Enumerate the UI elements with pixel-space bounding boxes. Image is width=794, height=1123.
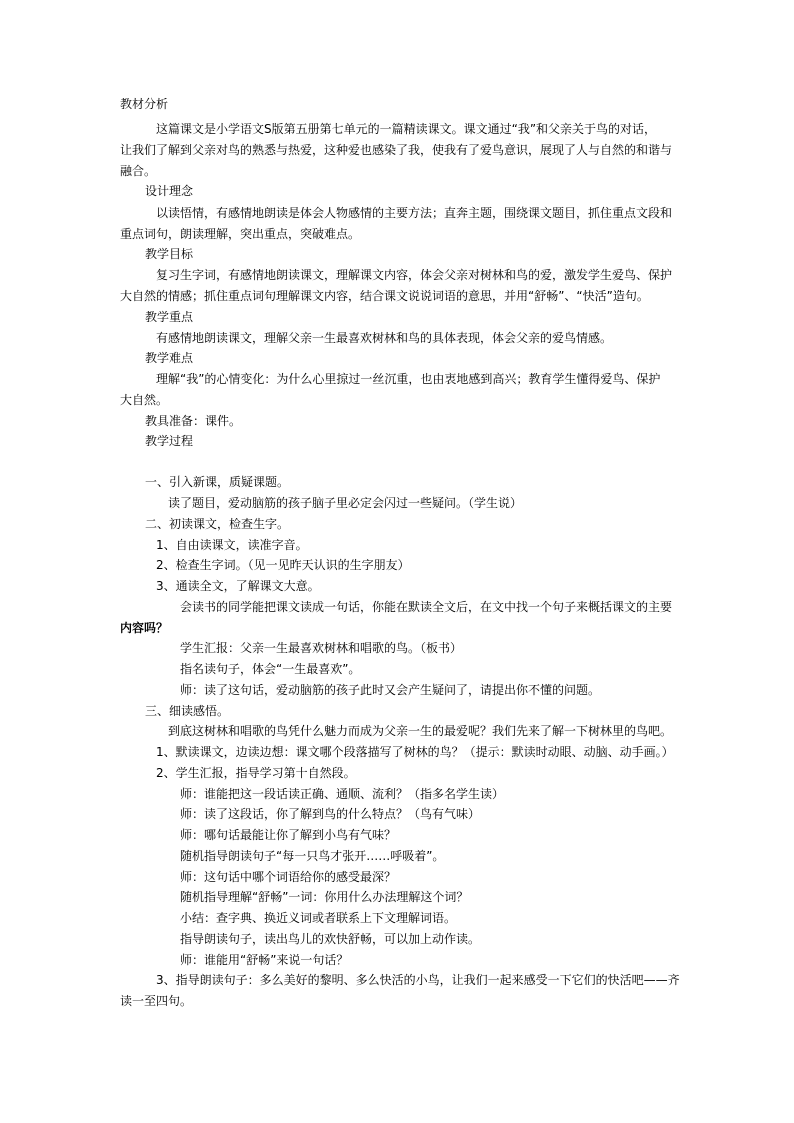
paragraph-line: 小结：查字典、换近义词或者联系上下文理解词语。 [180, 911, 457, 925]
paragraph-line: 复习生字词，有感情地朗读课文，理解课文内容，体会父亲对树林和鸟的爱，激发学生爱鸟、保护 [156, 268, 673, 282]
paragraph-line: 有感情地朗读课文，理解父亲一生最喜欢树林和鸟的具体表现，体会父亲的爱鸟情感。 [156, 331, 613, 345]
paragraph-line: 师：哪句话最能让你了解到小鸟有气味？ [180, 828, 397, 842]
section-heading: 二、初读课文，检查生字。 [145, 517, 290, 531]
heading-teaching-difficulty: 教学难点 [145, 351, 194, 365]
heading-teaching-focus: 教学重点 [145, 310, 194, 324]
paragraph-line: 重点词句，朗读理解，突出重点，突破难点。 [120, 227, 361, 241]
heading-design-concept: 设计理念 [145, 184, 194, 198]
heading-teaching-goals: 教学目标 [145, 247, 194, 261]
list-item: 3、指导朗读句子：多么美好的黎明、多么快活的小鸟，让我们一起来感受一下它们的快活吧——齐 [156, 973, 680, 987]
paragraph-line: 学生汇报：父亲一生最喜欢树林和唱歌的鸟。（板书） [180, 641, 463, 655]
heading-teaching-process: 教学过程 [145, 434, 194, 448]
paragraph-line: 让我们了解到父亲对鸟的熟悉与热爱，这种爱也感染了我，使我有了爱鸟意识，展现了人与自然的和谐与 [120, 143, 673, 157]
list-item: 1、默读课文，边读边想：课文哪个段落描写了树林的鸟？（提示：默读时动眼、动脑、动手画。） [156, 745, 674, 759]
section-heading: 一、引入新课，质疑课题。 [145, 475, 290, 489]
paragraph-line: 大自然。 [120, 393, 169, 407]
heading-material-analysis: 教材分析 [120, 97, 169, 111]
paragraph-line: 大自然的情感；抓住重点词句理解课文内容，结合课文说说词语的意思，并用“舒畅”、“快活”造句。 [120, 289, 649, 303]
section-heading: 三、细读感悟。 [145, 704, 230, 718]
paragraph-line: 师：谁能把这一段话读正确、通顺、流利？（指多名学生读） [180, 787, 505, 801]
paragraph-line: 师：这句话中哪个词语给你的感受最深？ [180, 870, 397, 884]
paragraph-line: 内容吗？ [120, 621, 169, 635]
paragraph-line: 到底这树林和唱歌的鸟凭什么魅力而成为父亲一生的最爱呢？我们先来了解一下树林里的鸟吧。 [168, 724, 673, 738]
paragraph-line: 理解“我”的心情变化：为什么心里掠过一丝沉重，也由衷地感到高兴；教育学生懂得爱鸟、保护 [156, 372, 661, 386]
teaching-aids: 教具准备：课件。 [145, 414, 242, 428]
paragraph-line: 这篇课文是小学语文S版第五册第七单元的一篇精读课文。课文通过“我”和父亲关于鸟的对话， [156, 122, 657, 136]
list-item: 2、学生汇报，指导学习第十自然段。 [156, 766, 356, 780]
paragraph-line: 以读悟情，有感情地朗读是体会人物感情的主要方法；直奔主题，围绕课文题目，抓住重点文段和 [156, 206, 673, 220]
list-item: 3、通读全文，了解课文大意。 [156, 579, 320, 593]
paragraph-line: 师：读了这段话，你了解到鸟的什么特点？（鸟有气味） [180, 807, 481, 821]
list-item: 2、检查生字词。（见一见昨天认识的生字朋友） [156, 558, 410, 572]
paragraph-line: 师：谁能用“舒畅”来说一句话？ [180, 953, 349, 967]
paragraph-line: 师：读了这句话，爱动脑筋的孩子此时又会产生疑问了，请提出你不懂的问题。 [180, 683, 601, 697]
paragraph-line: 随机指导理解“舒畅”一词：你用什么办法理解这个词？ [180, 890, 469, 904]
paragraph-line: 会读书的同学能把课文读成一句话，你能在默读全文后，在文中找一个句子来概括课文的主要 [180, 600, 673, 614]
paragraph-line: 读了题目，爱动脑筋的孩子脑子里必定会闪过一些疑问。（学生说） [168, 496, 523, 510]
paragraph-line: 读一至四句。 [120, 994, 193, 1008]
paragraph-line: 指名读句子，体会“一生最喜欢”。 [180, 662, 361, 676]
list-item: 1、自由读课文，读准字音。 [156, 538, 308, 552]
paragraph-line: 指导朗读句子，读出鸟儿的欢快舒畅，可以加上动作读。 [180, 932, 481, 946]
paragraph-line: 随机指导朗读句子“每一只鸟才张开……呼吸着”。 [180, 849, 445, 863]
paragraph-line: 融合。 [120, 164, 157, 178]
